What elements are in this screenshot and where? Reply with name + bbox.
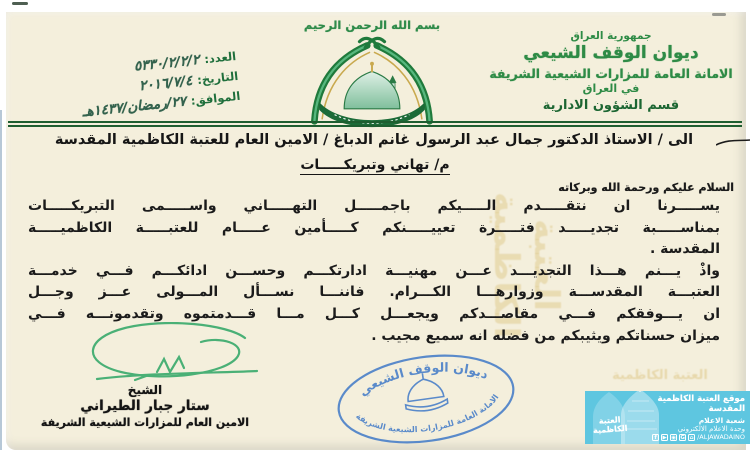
letterhead-emblem (283, 18, 461, 133)
diwan-calligraphy: ديوان الوقف الشيعي (523, 43, 699, 63)
youtube-icon: ▶ (662, 434, 667, 441)
scan-artifact (712, 13, 726, 16)
signer-title: الشيخ (127, 383, 163, 397)
addressee-line: الى / الاستاذ الدكتور جمال عبد الرسول غانم الدباغ / الامين العام للعتبة الكاظمية المقدسة (54, 132, 694, 148)
subject-line (0, 157, 750, 173)
gold-watermark: العتبة الكاظمية (486, 191, 566, 339)
website-icon: ⌂ (689, 434, 694, 441)
signer-position: الامين العام للمزارات الشيعية الشريفة (40, 416, 250, 429)
in-iraq-line: في العراق (582, 82, 640, 95)
body-line: ان يـــوفقكم فـــي مقاصـــدكم ويجعـــل كـــل مـــا قـــدمتموه وتقدمونـــه فـــي (28, 305, 720, 322)
dome-calligraphy: العتبة الكاظمية (592, 415, 628, 436)
salutation: السلام عليكم ورحمة الله وبركاته (558, 181, 734, 194)
social-handle: /ALJAWADAINO (697, 433, 745, 441)
site-line: موقع العتبة الكاظمية المقدسة (657, 394, 745, 414)
department-line: قسم الشؤون الادارية (542, 98, 680, 113)
social-row (652, 433, 745, 441)
stamp-bottom-arc-text: الامانة العامة للمزارات الشيعية الشريفة (354, 392, 501, 435)
double-rule-separator (8, 121, 742, 127)
date-value-handwritten: ٢٠١٦/٧/٤ (138, 72, 194, 95)
stamp-top-arc-text: ديوان الوقف الشيعي (355, 359, 491, 399)
body-line: ميزان حسناتكم ويثيبكم من فضله انه سميع مجيب . (371, 327, 720, 344)
body-line: واذْ يـــنم هـــذا التجديـــد عـــن مهنيـــة ادارتكـــم وحســـن ادائكـــم فـــي خدمـــة (28, 262, 720, 279)
hijri-label: الموافق: (190, 88, 241, 108)
scan-artifact (12, 2, 28, 5)
body-line: المقدسة . (649, 241, 720, 258)
body-line: يســـــرنا ان نتقـــــدم الـــــيكم باجمـــــل التهـــــاني واســـــمى التبريكـــــات (28, 198, 720, 214)
number-label: العدد: (203, 48, 237, 67)
secretariat-calligraphy: الامانة العامة للمزارات الشيعية الشريفة (489, 66, 733, 81)
handwritten-signature (45, 322, 270, 384)
facebook-icon: f (652, 434, 659, 441)
org-header (480, 30, 742, 113)
hijri-value-handwritten: ٢٧/رمضان/١٤٣٧هـ (81, 93, 187, 121)
country-line: جمهورية العراق (570, 30, 652, 42)
number-value-handwritten: ٥٣٣٠/٢/٢/٢ (133, 51, 201, 75)
banner-text (649, 394, 745, 433)
mosque-dome-emblem-icon (287, 33, 457, 129)
e-media-unit-line: وحدة الاعلام الالكتروني (677, 425, 745, 433)
signer-name: ستار جبار الطيراني (80, 398, 210, 414)
gold-watermark-ornament: العتبة الكاظمية (612, 368, 708, 383)
bismillah-calligraphy: بسم الله الرحمن الرحيم (303, 18, 441, 32)
media-division-line: شعبة الاعلام (698, 416, 745, 425)
googleplus-icon: G (680, 434, 685, 441)
signature-block (30, 383, 260, 429)
body-line: بمناســـــبة تجديـــــد فتـــــرة تعييـــــنكم كـــــأمين عـــــام للعتبـــــة الكاظميـــــة (28, 219, 720, 236)
instagram-icon: ◉ (671, 434, 676, 441)
body-line: العتبـــة المقدســـة وزوارهـــا الكـــرام. فاننـــا نســـأل المـــولى عـــز وجـــل (28, 284, 720, 301)
media-banner (585, 391, 750, 444)
svg-text:الامانة العامة للمزارات الشيعي (353, 392, 504, 443)
date-label: التاريخ: (196, 68, 239, 88)
subject-text: م/ تهاني وتبريكـــــات (300, 157, 450, 173)
